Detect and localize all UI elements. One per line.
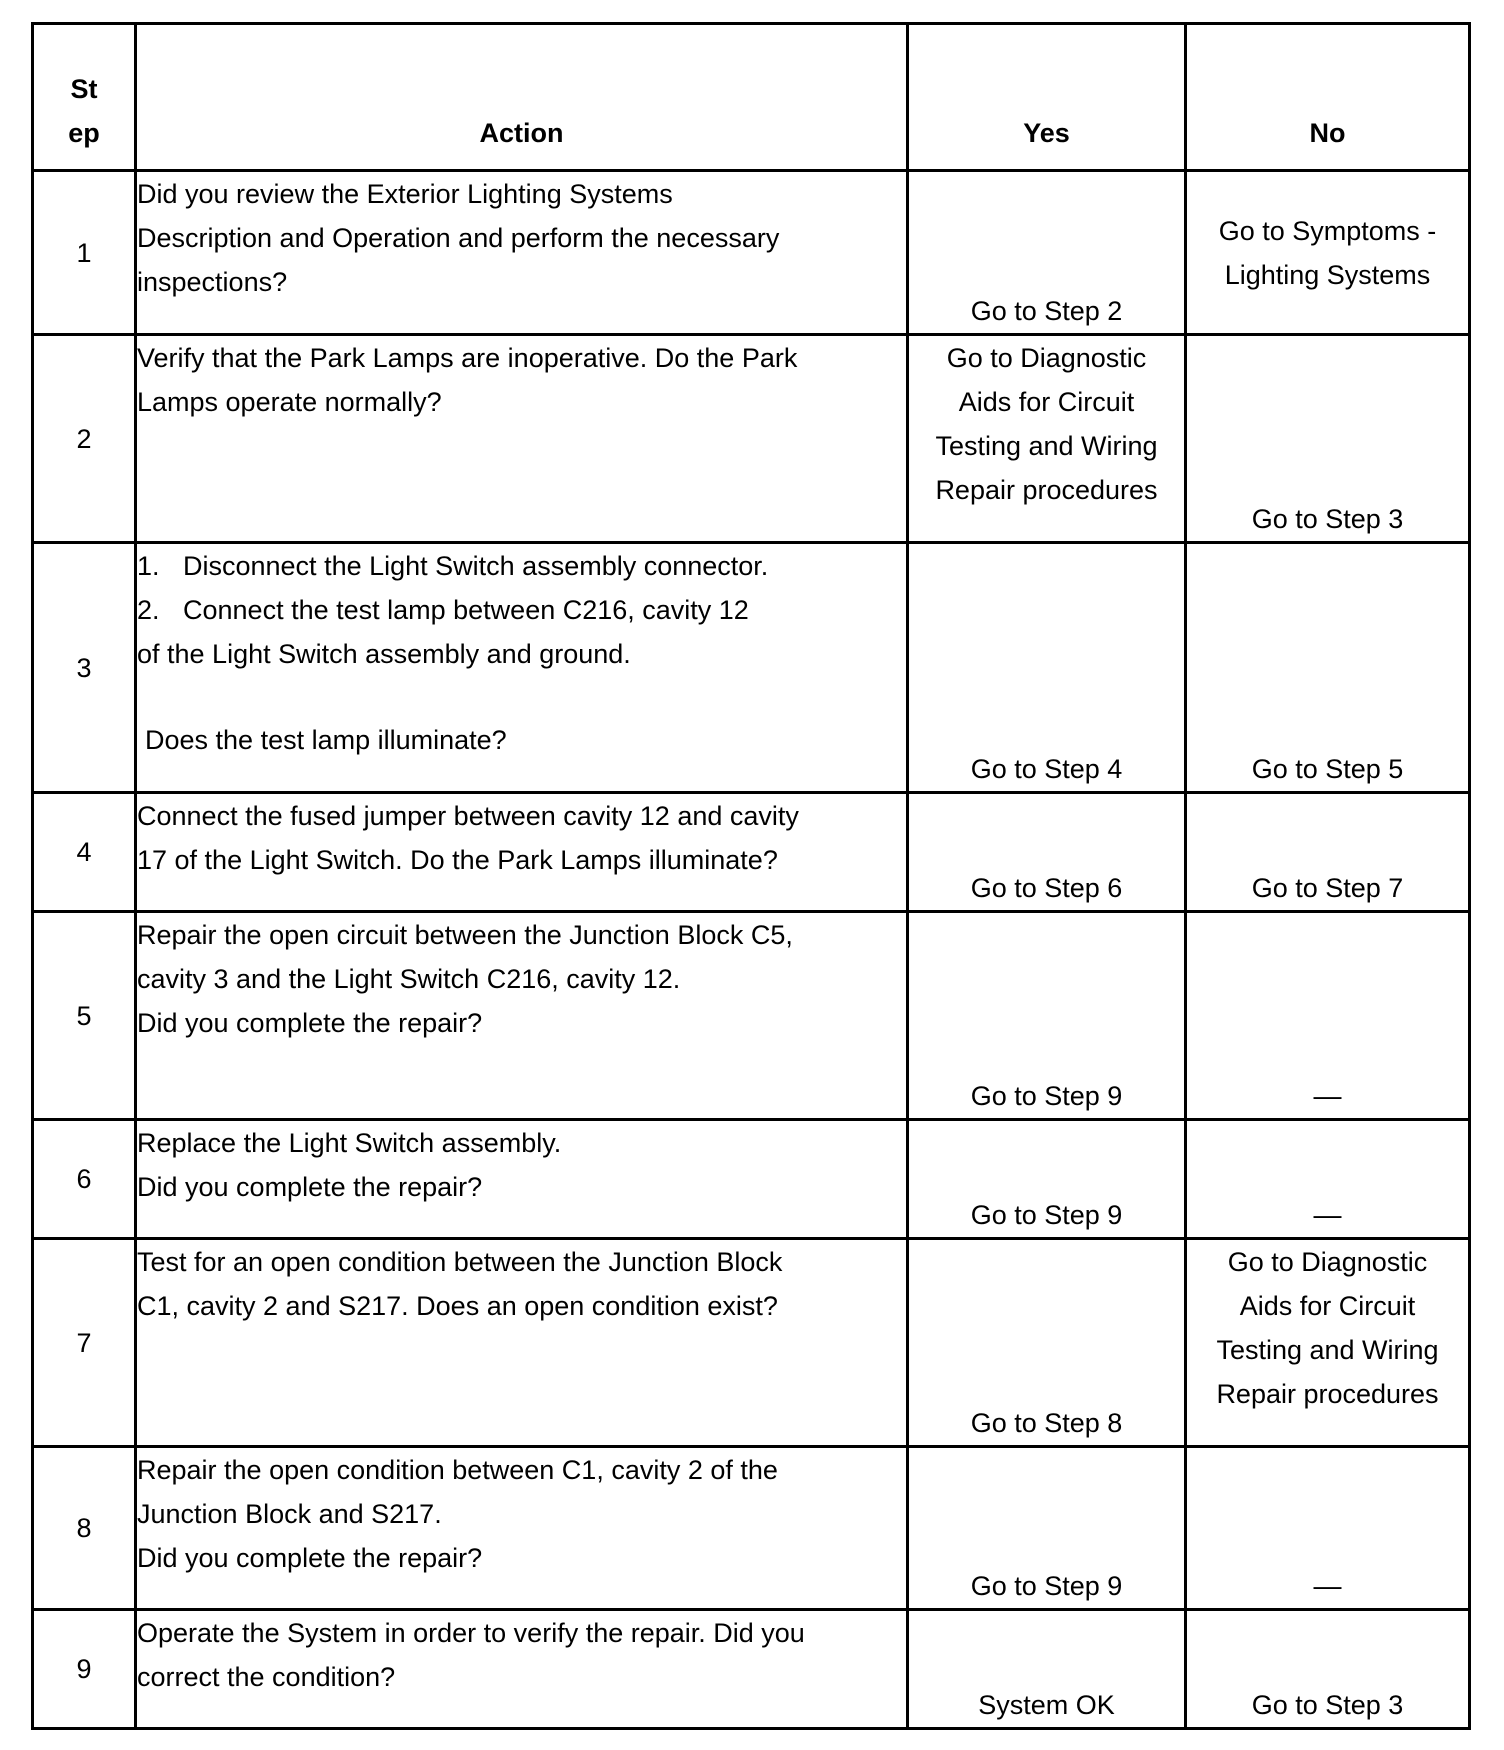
action-cell xyxy=(136,1120,908,1239)
header-yes: Yes xyxy=(908,24,1186,171)
action-line: Repair the open circuit between the Junction Block C5, xyxy=(137,920,793,950)
yes-line: Go to Step 9 xyxy=(970,1571,1123,1601)
action-line: 17 of the Light Switch. Do the Park Lamps illuminate? xyxy=(137,845,778,875)
action-line: Did you complete the repair? xyxy=(137,1543,483,1573)
yes-cell xyxy=(908,912,1186,1120)
action-line: cavity 3 and the Light Switch C216, cavity 12. xyxy=(137,964,681,994)
step-number: 7 xyxy=(33,1239,136,1447)
yes-line: System OK xyxy=(978,1690,1115,1720)
action-line: inspections? xyxy=(137,267,288,297)
list-item xyxy=(137,588,906,632)
yes-line: Go to Step 9 xyxy=(970,1200,1123,1230)
no-line: Repair procedures xyxy=(1216,1379,1439,1409)
action-line: Did you complete the repair? xyxy=(137,1008,483,1038)
action-cell xyxy=(136,793,908,912)
table-row xyxy=(33,543,1470,793)
no-cell xyxy=(1186,335,1470,543)
action-line: Repair the open condition between C1, cavity 2 of the xyxy=(137,1455,778,1485)
yes-line: Testing and Wiring xyxy=(935,431,1158,461)
action-line: Verify that the Park Lamps are inoperative. Do the Park xyxy=(137,343,798,373)
list-text: Connect the test lamp between C216, cavity 12 xyxy=(183,595,749,625)
table-row xyxy=(33,335,1470,543)
action-line: Did you review the Exterior Lighting Systems xyxy=(137,179,673,209)
header-no: No xyxy=(1186,24,1470,171)
yes-cell xyxy=(908,1120,1186,1239)
list-item xyxy=(137,544,906,588)
action-cell xyxy=(136,543,908,793)
no-line: Lighting Systems xyxy=(1224,259,1431,290)
instruction-list xyxy=(137,544,906,632)
no-cell xyxy=(1186,1239,1470,1447)
action-cell xyxy=(136,1239,908,1447)
action-line: C1, cavity 2 and S217. Does an open condition exist? xyxy=(137,1291,778,1321)
action-line: Connect the fused jumper between cavity 12 and cavity xyxy=(137,801,799,831)
header-step-line2: ep xyxy=(68,118,100,148)
yes-line: Go to Step 4 xyxy=(970,754,1123,784)
action-line: Description and Operation and perform the necessary xyxy=(137,223,780,253)
yes-cell xyxy=(908,1610,1186,1729)
no-cell xyxy=(1186,543,1470,793)
no-line: Go to Step 3 xyxy=(1251,1690,1404,1720)
table-row xyxy=(33,793,1470,912)
action-line: correct the condition? xyxy=(137,1662,396,1692)
action-line: Operate the System in order to verify the repair. Did you xyxy=(137,1618,805,1648)
step-number: 8 xyxy=(33,1447,136,1610)
action-cell xyxy=(136,1447,908,1610)
table-row xyxy=(33,1120,1470,1239)
yes-line: Go to Diagnostic xyxy=(946,343,1147,373)
no-line: — xyxy=(1313,1080,1342,1111)
action-question: Does the test lamp illuminate? xyxy=(145,725,507,755)
action-cell xyxy=(136,912,908,1120)
table-row xyxy=(33,912,1470,1120)
step-number: 3 xyxy=(33,543,136,793)
header-row xyxy=(33,24,1470,171)
yes-cell xyxy=(908,793,1186,912)
no-line: — xyxy=(1313,1199,1342,1230)
action-line: Lamps operate normally? xyxy=(137,387,442,417)
table-row xyxy=(33,171,1470,335)
table-row xyxy=(33,1610,1470,1729)
yes-cell xyxy=(908,335,1186,543)
no-cell xyxy=(1186,171,1470,335)
action-line: of the Light Switch assembly and ground. xyxy=(137,639,631,669)
no-cell xyxy=(1186,793,1470,912)
diagnostic-table xyxy=(31,22,1471,1730)
action-line: Did you complete the repair? xyxy=(137,1172,483,1202)
header-step-line1: St xyxy=(70,74,98,104)
no-cell xyxy=(1186,1120,1470,1239)
no-line: Go to Symptoms - xyxy=(1218,215,1437,246)
step-number: 5 xyxy=(33,912,136,1120)
list-number: 1. xyxy=(137,551,160,581)
no-line: Testing and Wiring xyxy=(1216,1335,1439,1365)
no-line: — xyxy=(1313,1570,1342,1601)
no-line: Go to Step 3 xyxy=(1251,504,1404,534)
no-line: Go to Step 5 xyxy=(1251,754,1404,784)
step-number: 4 xyxy=(33,793,136,912)
step-number: 2 xyxy=(33,335,136,543)
action-line: Junction Block and S217. xyxy=(137,1499,442,1529)
header-action: Action xyxy=(136,24,908,171)
yes-cell xyxy=(908,1447,1186,1610)
action-line: Replace the Light Switch assembly. xyxy=(137,1128,562,1158)
step-number: 1 xyxy=(33,171,136,335)
yes-cell xyxy=(908,1239,1186,1447)
step-number: 9 xyxy=(33,1610,136,1729)
table-row xyxy=(33,1239,1470,1447)
yes-line: Go to Step 9 xyxy=(970,1081,1123,1111)
action-cell xyxy=(136,335,908,543)
no-line: Aids for Circuit xyxy=(1239,1291,1416,1321)
list-text: Disconnect the Light Switch assembly connector. xyxy=(183,551,769,581)
action-cell xyxy=(136,1610,908,1729)
header-step xyxy=(33,24,136,171)
no-cell xyxy=(1186,912,1470,1120)
no-cell xyxy=(1186,1610,1470,1729)
step-number: 6 xyxy=(33,1120,136,1239)
yes-cell xyxy=(908,171,1186,335)
yes-line: Go to Step 8 xyxy=(970,1408,1123,1438)
yes-line: Repair procedures xyxy=(935,475,1158,505)
yes-line: Go to Step 6 xyxy=(970,873,1123,903)
action-cell xyxy=(136,171,908,335)
no-line: Go to Step 7 xyxy=(1251,873,1404,903)
action-line: Test for an open condition between the Junction Block xyxy=(137,1247,783,1277)
yes-line: Aids for Circuit xyxy=(958,387,1135,417)
table-row xyxy=(33,1447,1470,1610)
no-cell xyxy=(1186,1447,1470,1610)
list-number: 2. xyxy=(137,595,160,625)
yes-cell xyxy=(908,543,1186,793)
no-line: Go to Diagnostic xyxy=(1227,1247,1428,1277)
yes-line: Go to Step 2 xyxy=(970,296,1123,326)
